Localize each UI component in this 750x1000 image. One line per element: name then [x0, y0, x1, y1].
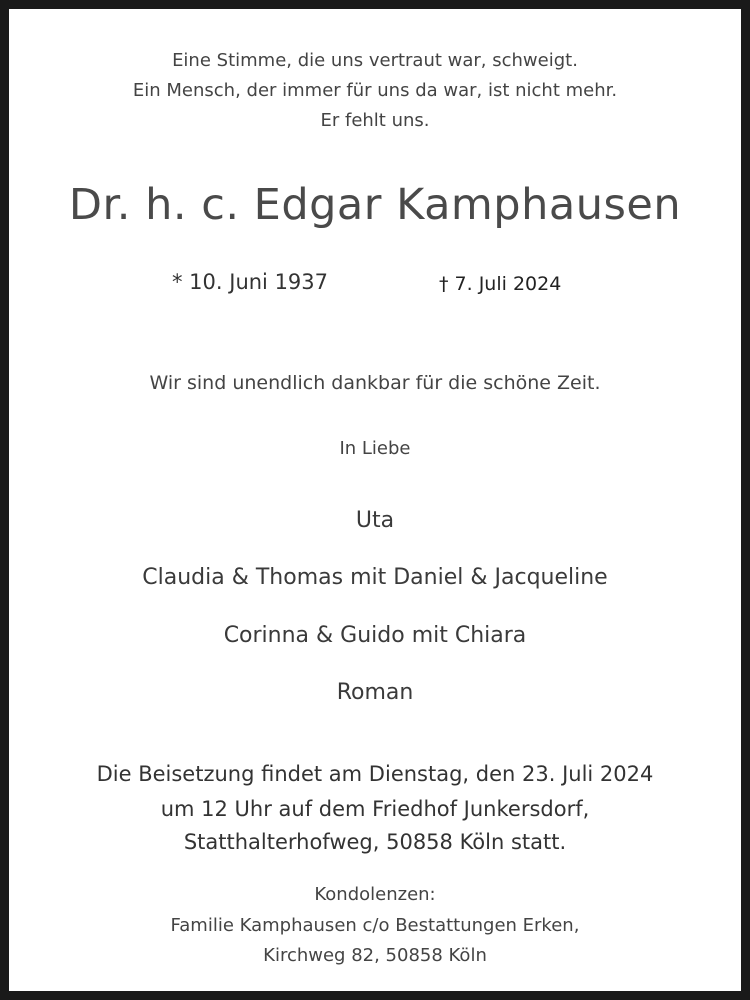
condolences-heading: Kondolenzen:: [314, 884, 436, 905]
condolences-line-1: Familie Kamphausen c/o Bestattungen Erken,: [170, 915, 580, 936]
verse-line-2: Ein Mensch, der immer für uns da war, ist nicht mehr.: [132, 80, 618, 101]
condolences-line-2: Kirchweg 82, 50858 Köln: [263, 945, 487, 966]
verse-line-3: Er fehlt uns.: [320, 110, 430, 131]
family-member: Uta: [355, 508, 395, 533]
verse-line-1: Eine Stimme, die uns vertraut war, schweigt.: [172, 50, 578, 71]
birth-date: * 10. Juni 1937: [172, 270, 329, 294]
thanks-text: Wir sind unendlich dankbar für die schöne Zeit.: [149, 372, 601, 394]
family-member: Corinna & Guido mit Chiara: [223, 623, 527, 648]
burial-line-1: Die Beisetzung findet am Dienstag, den 23. Juli 2024: [96, 762, 654, 786]
family-member: Claudia & Thomas mit Daniel & Jacqueline: [142, 565, 608, 590]
deceased-name: Dr. h. c. Edgar Kamphausen: [68, 180, 682, 230]
death-date: † 7. Juli 2024: [439, 273, 562, 295]
family-member: Roman: [336, 680, 414, 705]
burial-line-3: Statthalterhofweg, 50858 Köln statt.: [183, 830, 567, 854]
in-love-text: In Liebe: [339, 438, 411, 459]
burial-line-2: um 12 Uhr auf dem Friedhof Junkersdorf,: [160, 797, 590, 821]
